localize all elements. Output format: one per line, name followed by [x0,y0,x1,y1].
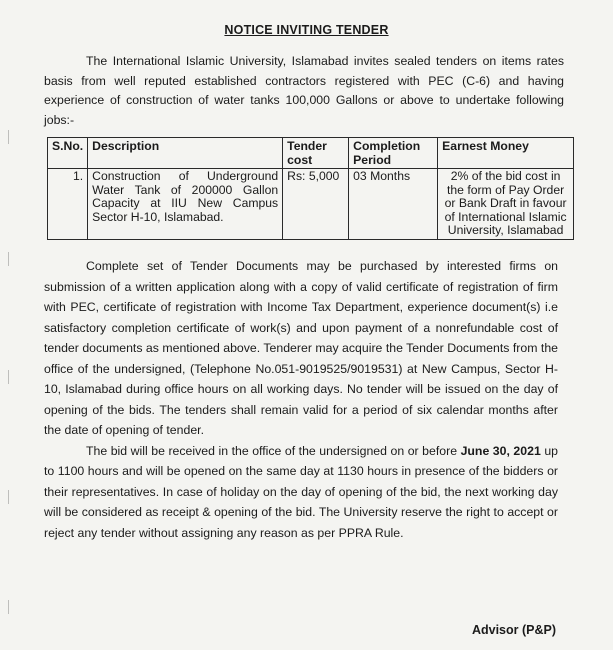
margin-scan-mark [8,130,9,144]
margin-scan-mark [8,490,9,504]
table-row [48,169,574,240]
intro-paragraph [44,52,564,130]
header-description: Description [88,138,283,169]
intro-text: The International Islamic University, Islamabad invites sealed tenders on items rates basis from well reputed established contractors registered with PEC (C-6) and having experience of construction of water tanks 100,000 Gallons or above to undertake following jobs:- [44,54,564,127]
table-header-row [48,138,574,169]
paragraph-text: up to 1100 hours and will be opened on the same day at 1130 hours in presence of the bidders or their representatives. In case of holiday on the day of opening of the bid, the next working day will be considered as receipt & opening of the bid. The University reserve the right to accept or reject any tender without assigning any reason as per PPRA Rule. [44,443,559,540]
cell-sno: 1. [48,169,88,240]
margin-scan-mark [8,252,9,266]
header-completion-period: Completion Period [349,138,438,169]
cell-completion-period: 03 Months [349,169,438,240]
header-sno: S.No. [48,138,88,169]
header-earnest-money: Earnest Money [438,138,574,169]
cell-description: Construction of Underground Water Tank of 200000 Gallon Capacity at IIU New Campus Sector H-10, Islamabad. [88,169,283,240]
header-tender-cost: Tender cost [283,138,349,169]
notice-title: NOTICE INVITING TENDER [224,23,389,37]
notice-body [44,256,558,543]
body-paragraph-documents [44,256,558,441]
cell-earnest-money: 2% of the bid cost in the form of Pay Order or Bank Draft in favour of International Islamic University, Islamabad [438,169,574,240]
margin-scan-mark [8,600,9,614]
bid-deadline-date: June 30, 2021 [460,443,541,458]
body-paragraph-bid-receipt [44,441,558,544]
signature-designation: Advisor (P&P) [471,623,556,637]
tender-table [47,137,574,240]
paragraph-text: The bid will be received in the office of the undersigned on or before [86,443,461,458]
margin-scan-mark [8,370,9,384]
cell-tender-cost: Rs: 5,000 [283,169,349,240]
paragraph-text: Complete set of Tender Documents may be purchased by interested firms on submission of a written application along with a copy of valid certificate of registration of firm with PEC, certificate of registration with Income Tax Department, experience document(s) i.e satisfactory completion certificate of work(s) and upon payment of a nonrefundable cost of tender documents as mentioned above. Tenderer may acquire the Tender Documents from the office of the undersigned, (Telephone No.051-9019525/9019531) at New Campus, Sector H-10, Islamabad during office hours on all working days. No tender will be issued on the day of opening of the bids. The tenders shall remain valid for a period of six calendar months after the date of opening of tender. [44,259,558,437]
